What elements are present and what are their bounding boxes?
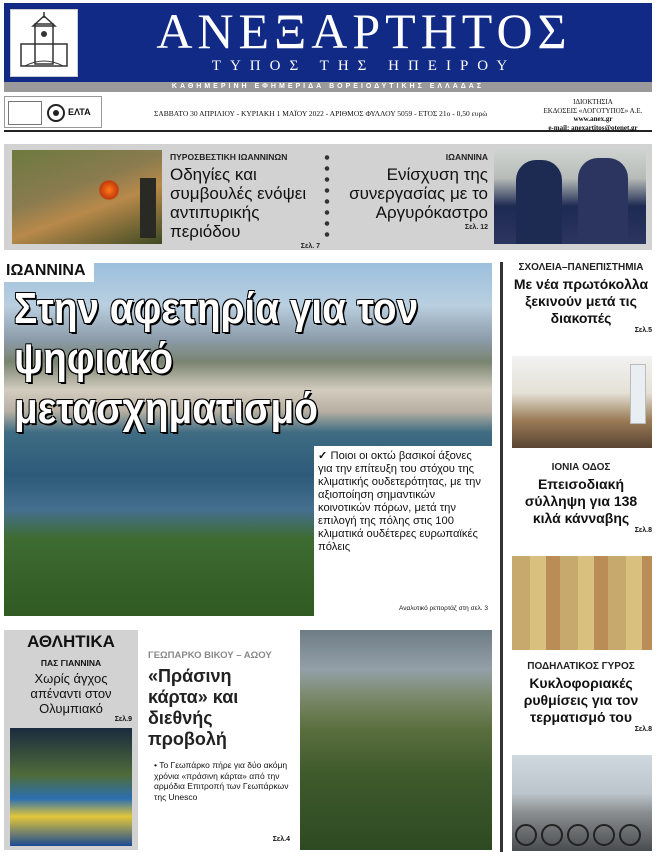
newspaper-subtitle: ΤΥΠΟΣ ΤΗΣ ΗΠΕΙΡΟΥ: [211, 58, 517, 74]
sanitizer-bottle: [630, 364, 646, 424]
football-match-photo: [10, 728, 132, 846]
postal-badges: [4, 96, 102, 128]
newspaper-logo: [10, 9, 78, 77]
right-story-3-headline[interactable]: Κυκλοφοριακές ρυθμίσεις για τον τερματισμό του: [523, 675, 639, 725]
fire-flame-icon: [98, 180, 120, 200]
sports-headline[interactable]: Χωρίς άγχος απέναντι στον Ολυμπιακό: [30, 671, 112, 716]
main-summary-box: [314, 446, 492, 616]
main-summary: [318, 450, 488, 554]
sports-section-title: ΑΘΛΗΤΙΚΑ: [27, 632, 115, 651]
geopark-story[interactable]: [148, 650, 294, 802]
sports-page: Σελ.9: [114, 716, 132, 723]
person-left-figure: [516, 160, 562, 244]
teaser-2[interactable]: [338, 152, 488, 231]
right-story-2-headline[interactable]: Επεισοδιακή σύλληψη για 138 κιλά κάνναβης: [524, 476, 638, 526]
geopark-summary: [148, 760, 294, 802]
right-story-3-page: Σελ.8: [634, 726, 652, 733]
ownership-label: ΙΔΙΟΚΤΗΣΙΑ: [573, 98, 613, 106]
teaser-2-headline[interactable]: Ενίσχυση της συνεργασίας με το Αργυρόκαστρο: [349, 165, 488, 222]
teaser-1[interactable]: [170, 152, 320, 250]
geopark-kicker: ΓΕΩΠΑΡΚΟ ΒΙΚΟΥ – ΑΩΟΥ: [148, 650, 272, 661]
teaser-1-page: Σελ. 7: [300, 243, 320, 250]
teaser-divider-dots: [324, 152, 330, 242]
bicycle-wheels-icon: [512, 805, 652, 849]
main-page-ref: Αναλυτικό ρεπορτάζ στη σελ. 3: [399, 605, 488, 612]
masthead: [4, 3, 652, 82]
postal-stamp-icon: [8, 101, 42, 125]
teaser-band: [4, 144, 652, 250]
main-summary-text: Ποιοι οι οκτώ βασικοί άξονες για την επίτευξη του στόχου της κλιματικής ουδετερότητας, με την αξιοποίηση σημαντικών κοινοτικών πόρων, μετά την επιλογή της πόλης στις 100 κλιματικά ουδέτερες ευρωπαϊκές πόλεις: [318, 450, 481, 553]
right-story-2[interactable]: [510, 462, 652, 534]
right-story-3[interactable]: [510, 661, 652, 733]
newspaper-title: ΑΝΕΞΑΡΤΗΤΟΣ: [156, 3, 572, 59]
right-story-2-kicker: ΙΟΝΙΑ ΟΔΟΣ: [551, 462, 611, 473]
geopark-headline[interactable]: «Πράσινη κάρτα» και διεθνής προβολή: [148, 666, 239, 749]
right-story-1-headline[interactable]: Με νέα πρωτόκολλα ξεκινούν μετά τις διακοπές: [513, 276, 649, 326]
classroom-photo: [512, 356, 652, 448]
teaser-2-kicker: ΙΩΑΝΝΙΝΑ: [445, 152, 488, 162]
column-divider: [500, 262, 503, 852]
elta-label: ΕΛΤΑ: [68, 107, 91, 117]
ownership-block: [534, 98, 652, 132]
publisher-name: ΕΚΔΟΣΕΙΣ «ΛΟΓΟΤΥΠΟΣ» Α.Ε.: [543, 106, 643, 115]
teaser-1-headline[interactable]: Οδηγίες και συμβουλές ενόψει αντιπυρικής περιόδου: [170, 165, 307, 241]
info-row: [4, 96, 652, 132]
teaser-2-page: Σελ. 12: [464, 224, 488, 231]
email-link[interactable]: e-mail: anexartitos@otenet.gr: [548, 123, 638, 132]
church-emblem-icon: [11, 10, 77, 76]
teaser-fire-photo: [12, 150, 162, 244]
dateline: ΣΑΒΒΑΤΟ 30 ΑΠΡΙΛΙΟΥ - ΚΥΡΙΑΚΗ 1 ΜΑΪΟΥ 2022 - ΑΡΙΘΜΟΣ ΦΥΛΛΟΥ 5059 - ΕΤΟΣ 21ο - 0,50 ευρώ: [154, 109, 488, 118]
right-story-1-kicker: ΣΧΟΛΕΙΑ–ΠΑΝΕΠΙΣΤΗΜΙΑ: [518, 262, 644, 273]
right-story-1-page: Σελ.5: [634, 327, 652, 334]
right-story-2-page: Σελ.8: [634, 527, 652, 534]
website-link[interactable]: www.anex.gr: [573, 115, 613, 123]
elta-logo-icon: [46, 103, 66, 123]
bicycles-photo: [512, 755, 652, 851]
geopark-summary-text: Το Γεωπάρκο πήρε για δύο ακόμη χρόνια «πράσινη κάρτα» από την αρμόδια Επιτροπή των Γεωπάρκων της Unesco: [154, 760, 289, 802]
main-kicker: ΙΩΑΝΝΙΝΑ: [4, 260, 94, 282]
cannabis-packages-photo: [512, 556, 652, 650]
teaser-meeting-photo: [494, 150, 646, 244]
sports-kicker: ΠΑΣ ΓΙΑΝΝΙΝΑ: [40, 658, 102, 668]
geopark-page: Σελ.4: [272, 836, 290, 843]
tagline-bar: ΚΑΘΗΜΕΡΙΝΗ ΕΦΗΜΕΡΙΔΑ ΒΟΡΕΙΟΔΥΤΙΚΗΣ ΕΛΛΑΔΑΣ: [4, 82, 652, 92]
teaser-1-kicker: ΠΥΡΟΣΒΕΣΤΙΚΗ ΙΩΑΝΝΙΝΩΝ: [170, 152, 288, 162]
checkmark-icon: ✓: [318, 450, 328, 462]
person-right-figure: [578, 158, 628, 244]
gorge-landscape-photo: [300, 630, 492, 850]
bullet-icon: •: [154, 760, 157, 770]
firefighter-figure: [140, 178, 156, 238]
right-story-1[interactable]: [510, 262, 652, 334]
right-story-3-kicker: ΠΟΔΗΛΑΤΙΚΟΣ ΓΥΡΟΣ: [527, 661, 635, 672]
main-headline[interactable]: Στην αφετηρία για τον ψηφιακό μετασχηματισμό: [14, 284, 419, 433]
